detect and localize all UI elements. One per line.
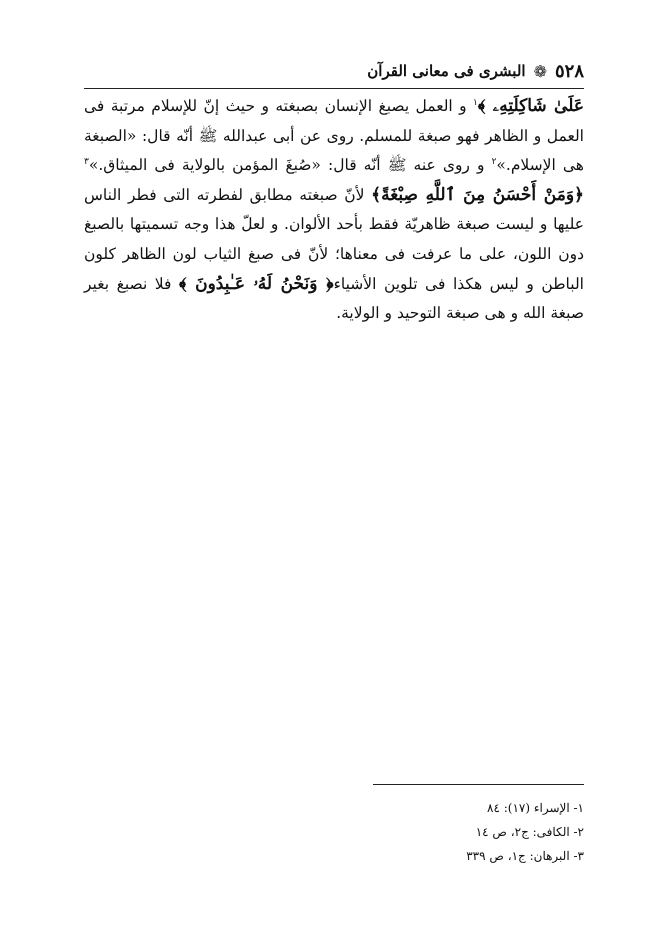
page-header <box>84 56 584 86</box>
quran-verse: ﴿وَمَنْ أَحْسَنُ مِنَ ٱللَّهِ صِبْغَةً﴾ <box>371 184 584 205</box>
flower-ornament-icon: ❁ <box>533 61 547 81</box>
footnote-3: ٣- البرهان: ج١، ص ٣٣٩ <box>466 849 584 863</box>
quran-verse: ﴿ وَنَحْنُ لَهُۥ عَـٰبِدُونَ ﴾ <box>179 273 334 294</box>
body-sentence: فلا نصبغ بغیر صبغة الله و هی صبغة التوحید و الولایة. <box>84 274 584 323</box>
footnote-marker-2: ٢ <box>491 157 497 168</box>
quran-verse-fragment: عَلَىٰ شَاكِلَتِهِۦ ﴾ <box>477 96 584 116</box>
footnote-marker-1: ١ <box>473 97 478 108</box>
footnote-rule <box>373 784 584 785</box>
footnote-2: ٢- الكافی: ج٢، ص ١٤ <box>475 825 584 839</box>
body-sentence: و روى عنه ﷺ أنّه قال: «صُبغَ المؤمن بالولایة فی المیثاق.» <box>88 156 492 175</box>
running-title: البشرى فی معانی القرآن <box>367 62 526 80</box>
page-number: ٥٢٨ <box>554 60 584 82</box>
footnote-marker-3: ٣ <box>84 157 89 168</box>
body-paragraph <box>84 92 584 329</box>
body-sentence: لأنّ صبغته مطابق لفطرته التی فطر الناس علیها و لیست صبغة ظاهریّة فقط بأحد الألوان. و لعلّ هذا وجه تسمیتها بالصبغ دون اللون، على ما عرفت فی معناها؛ لأنّ فی صبغ الثیاب لون الظاهر كلون الباطن و لیس هكذا فی تلوین الأشیاء <box>84 185 584 293</box>
footnote-1: ١- الإسراء (١٧): ٨٤ <box>487 801 584 815</box>
header-rule <box>84 88 584 89</box>
body-text <box>84 92 584 329</box>
footnotes <box>84 796 584 868</box>
body-sentence: و العمل یصبغ الإنسان بصبغته و حیث إنّ للإسلام مرتبة فی العمل و الظاهر فهو صبغة للمسلم. روى عن أبی عبدالله ﷺ أنّه قال: «الصبغة هی الإسلام.» <box>84 97 584 175</box>
